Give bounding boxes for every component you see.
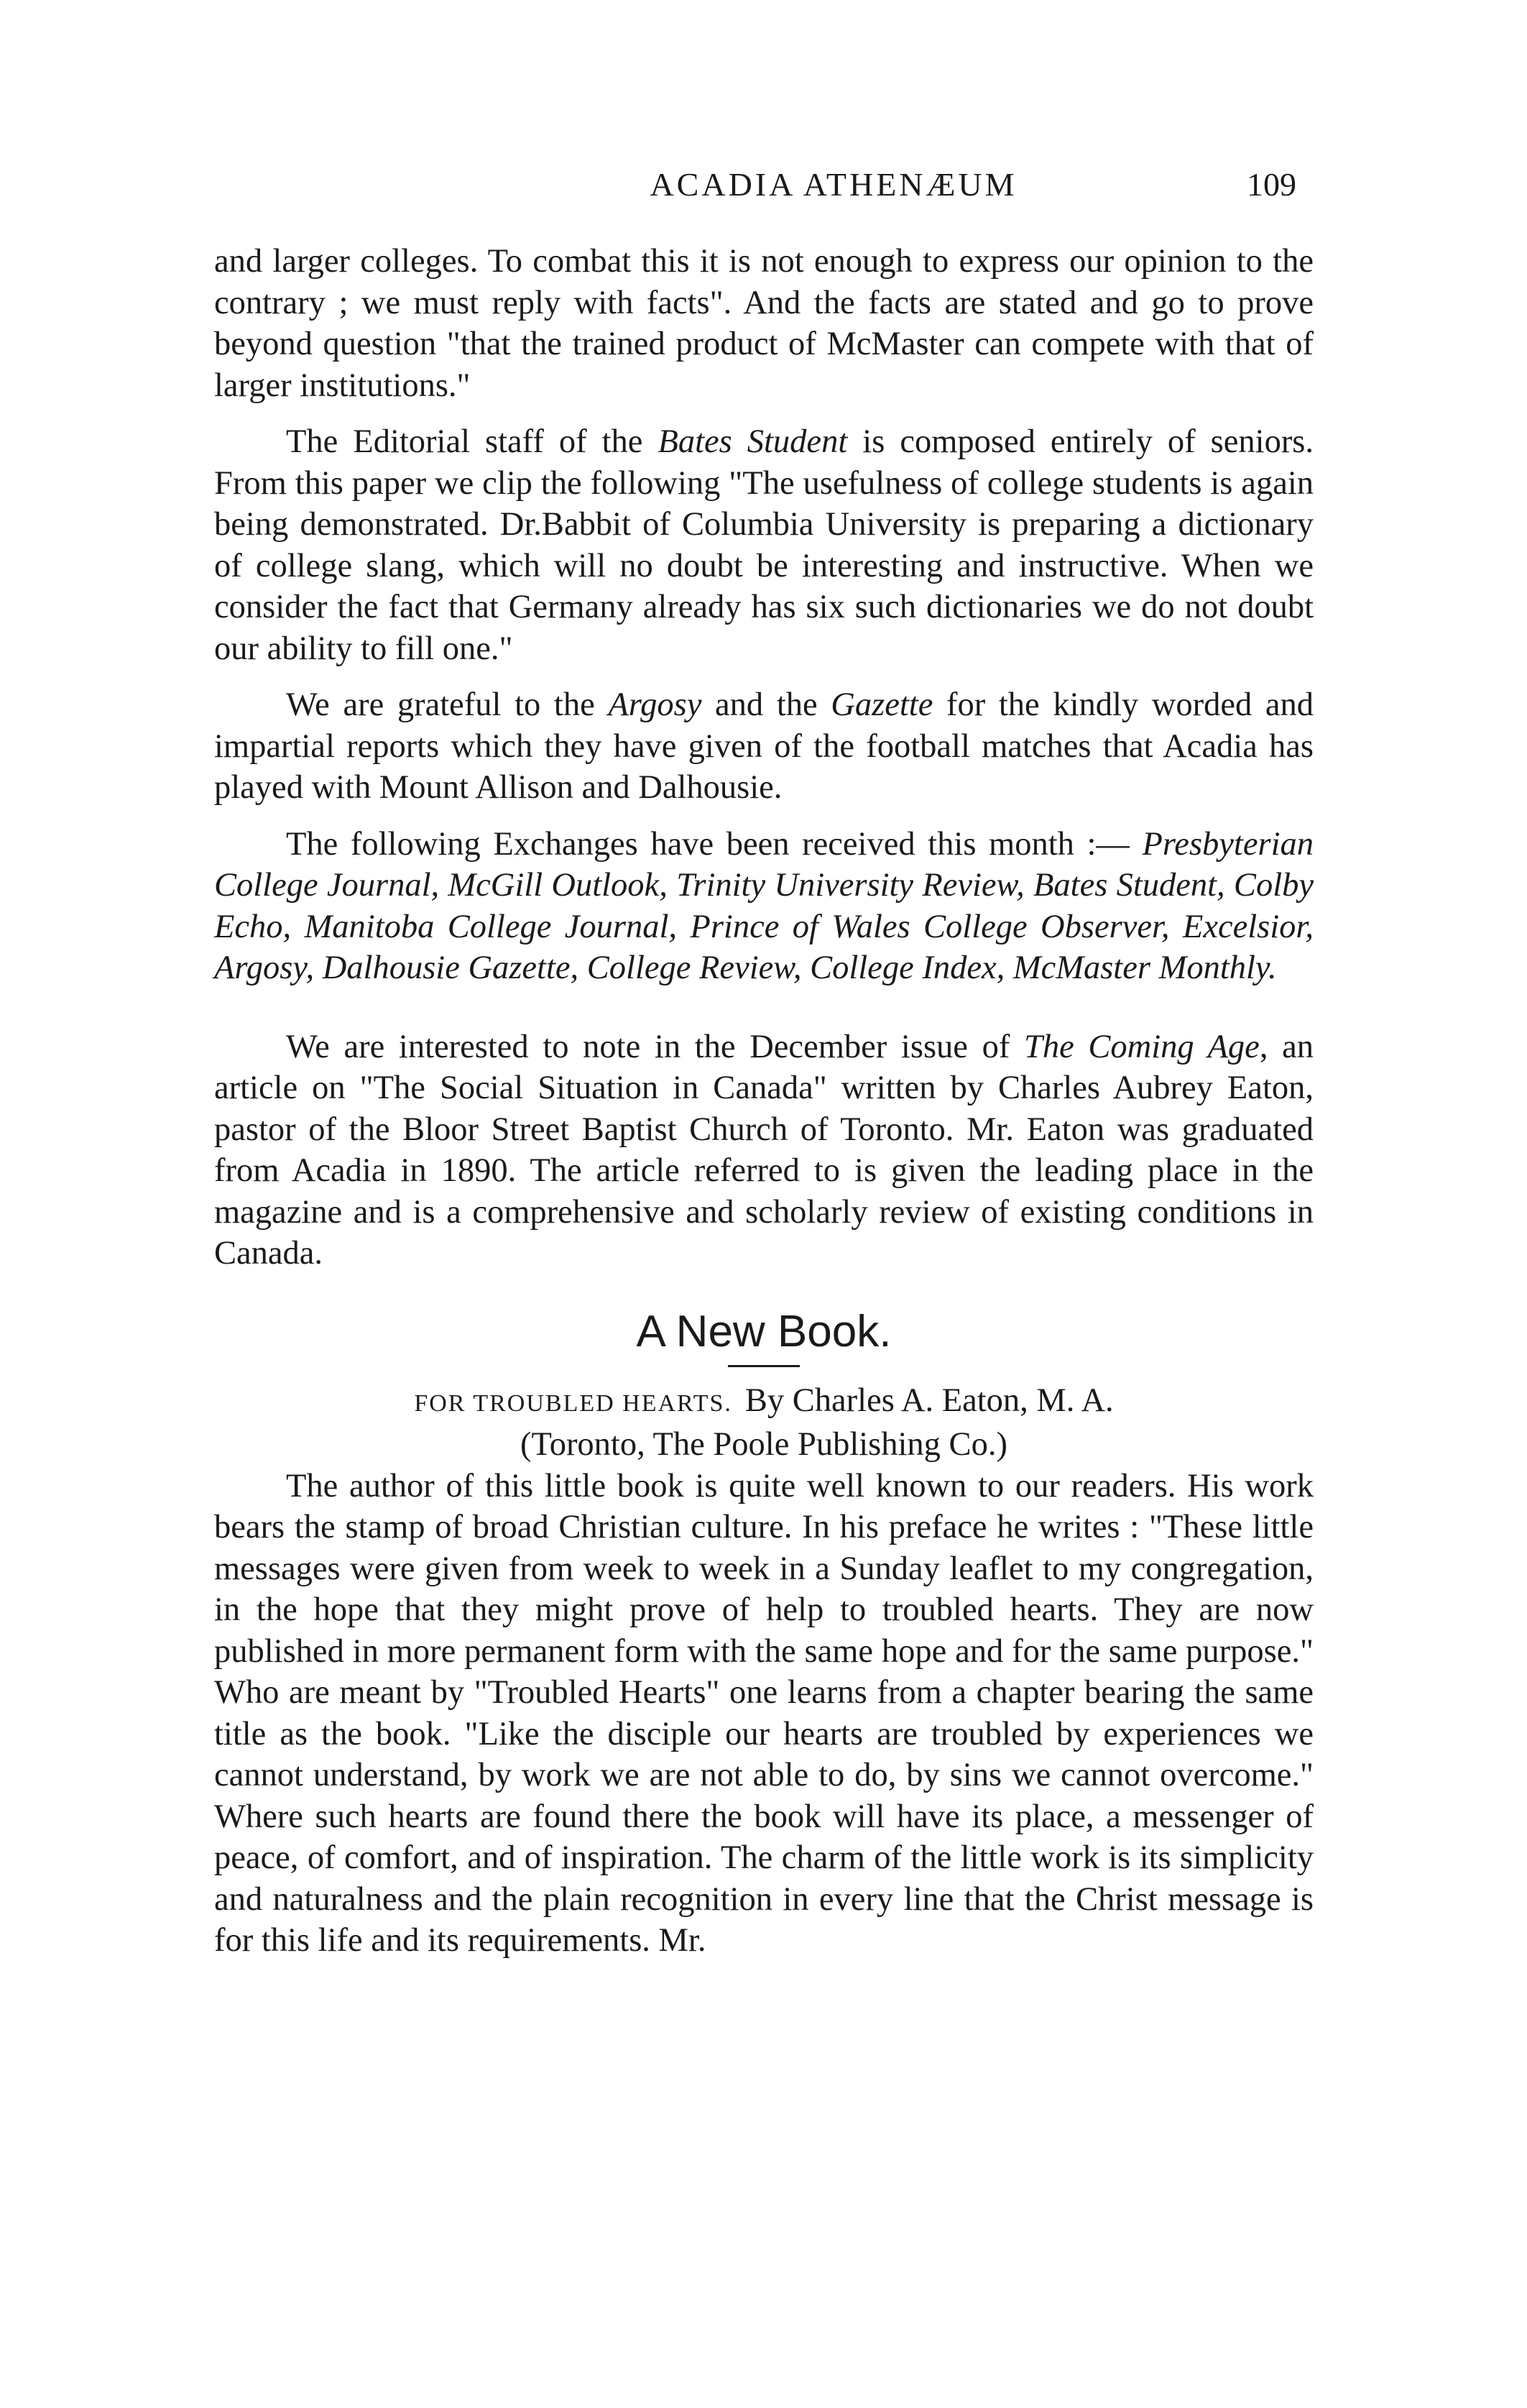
journal-title: The Coming Age (1024, 1028, 1260, 1065)
text-column (214, 241, 1314, 1962)
paragraph-text: for the kindly worded and impartial reports which they have given of the football matches that Acadia has played with Mount Allison and Dalhousie. (214, 686, 1314, 806)
paragraph-text: We are grateful to the (286, 686, 595, 723)
paragraph-text: The Editorial staff of the (286, 423, 643, 460)
journal-title: Bates Student (658, 423, 848, 460)
paragraph-continuation: and larger colleges. To combat this it is not enough to express our opinion to the contrary ; we must reply with facts". And the facts are stated and go to prove beyond question "that the trained product of McMaster can compete with that of larger institutions." (214, 243, 1314, 404)
book-citation (214, 1380, 1314, 1425)
book-publisher: (Toronto, The Poole Publishing Co.) (520, 1426, 1007, 1463)
paragraph-text: , an article on "The Social Situation in Canada" written by Charles Aubrey Eaton, pastor of the Bloor Street Baptist Church of Toronto. Mr. Eaton was graduated from Acadia in 1890. The article referred to is given the leading place in the magazine and is a comprehensive and scholarly review of existing conditions in Canada. (214, 1028, 1314, 1272)
page-number: 109 (1247, 166, 1296, 203)
journal-title: Gazette (831, 686, 933, 723)
journal-title: Argosy (608, 686, 702, 723)
paragraph-argosy-gazette (214, 684, 1314, 809)
book-title: FOR TROUBLED HEARTS. (414, 1389, 732, 1417)
paragraph-coming-age (214, 1026, 1314, 1274)
running-title: ACADIA ATHENÆUM (650, 166, 1018, 203)
review-body: The author of this little book is quite well known to our readers. His work bears the stamp of broad Christian culture. In his preface he writes : "These little messages were given from week to week in a Sunday leaflet to my congregation, in the hope that they might prove of help to troubled hearts. They are now published in more permanent form with the same hope and for the same purpose." Who are meant by "Troubled Hearts" one learns from a chapter bearing the same title as the book. "Like the disciple our hearts are troubled by experiences we cannot understand, by work we are not able to do, by sins we cannot overcome." Where such hearts are found there the book will have its place, a messenger of peace, of comfort, and of inspiration. The charm of the little work is its simplicity and naturalness and the plain recognition in every line that the Christ message is for this life and its requirements. Mr. (214, 1467, 1314, 1959)
paragraph-text: is composed entirely of seniors. From this paper we clip the following "The usefulness of college students is again being demonstrated. Dr.Babbit of Columbia University is preparing a dictionary of college slang, which will no doubt be interesting and instructive. When we consider the fact that Germany already has six such dictionaries we do not doubt our ability to fill one." (214, 423, 1314, 667)
paragraph-text: and the (715, 686, 818, 723)
paragraph-text: The following Exchanges have been received this month :— (286, 825, 1130, 863)
exchanges-list: Presbyterian College Journal, McGill Outlook, Trinity University Review, Bates Student, Colby Echo, Manitoba College Journal, Prince of Wales College Observer, Excelsior, Argosy, Dalhousie Gazette, College Review, College Index, McMaster Monthly. (214, 825, 1314, 986)
paragraph-exchanges-received (214, 824, 1314, 989)
book-byline: By Charles A. Eaton, M. A. (744, 1382, 1114, 1419)
heading-rule (728, 1365, 800, 1367)
paragraph-bates-student (214, 421, 1314, 669)
section-heading: A New Book. (636, 1306, 892, 1356)
paragraph-text: We are interested to note in the December issue of (286, 1028, 1010, 1065)
